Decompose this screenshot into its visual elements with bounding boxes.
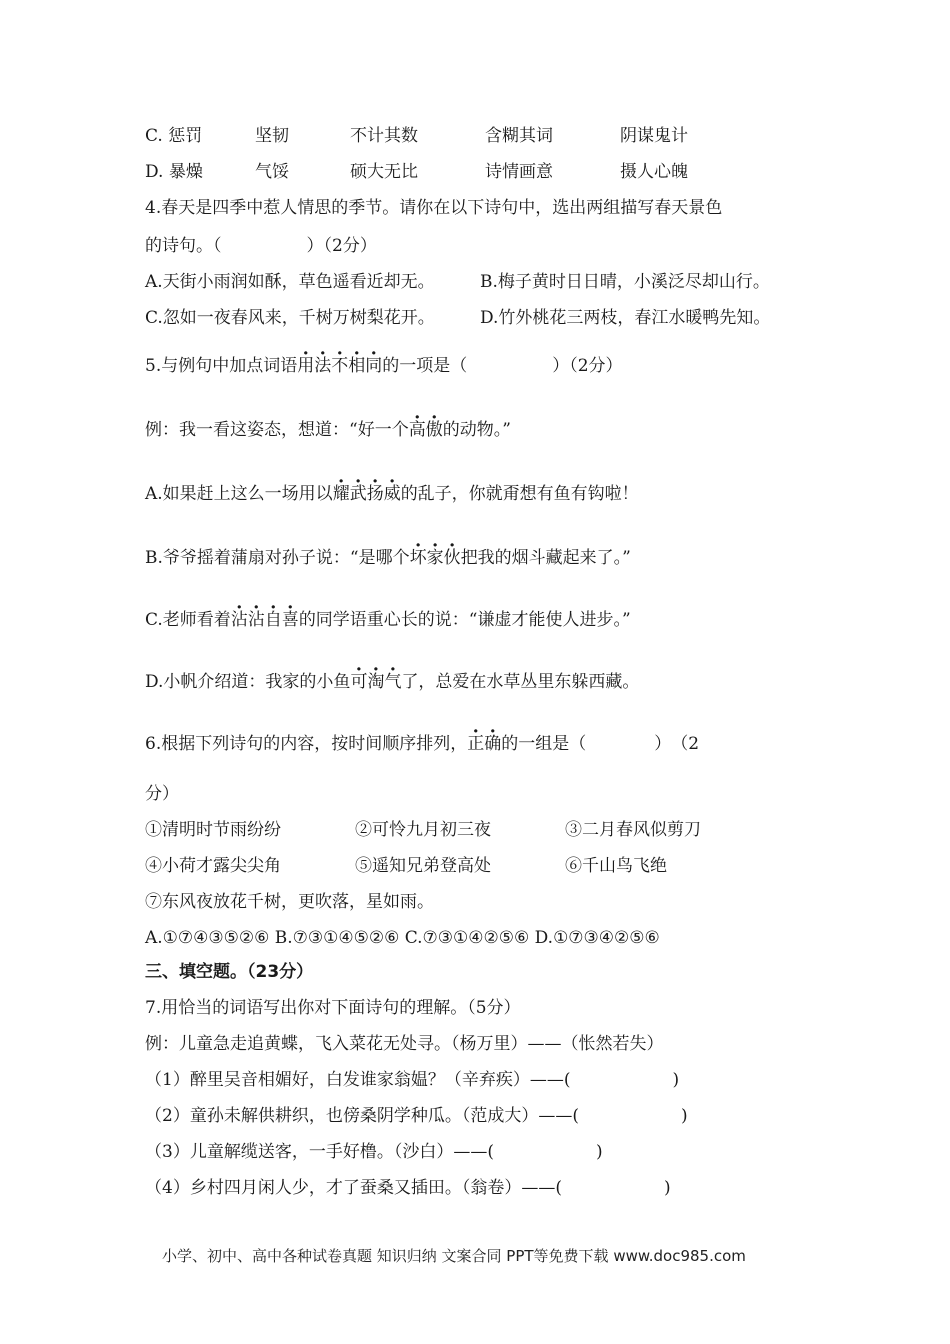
q4-options-cd — [145, 306, 770, 330]
q6-stem — [145, 732, 699, 756]
q6-stem-dotted — [467, 734, 501, 754]
emphasis-char: 武 — [349, 484, 367, 504]
option-d-word-3: 诗情画意 — [485, 162, 553, 182]
q6-choices: A.①⑦④③⑤②⑥ B.⑦③①④⑤②⑥ C.⑦③①④②⑤⑥ D.①⑦③④②⑤⑥ — [145, 928, 660, 948]
emphasis-char: 伙 — [443, 548, 461, 568]
emphasis-char: 喜 — [281, 610, 299, 630]
q5-b-tail: 把我的烟斗藏起来了。” — [460, 548, 631, 568]
q6-stem-cont: 分） — [145, 784, 179, 804]
option-c-word-2: 不计其数 — [350, 126, 418, 146]
q4-option-d: D.竹外桃花三两枝，春江水暖鸭先知。 — [480, 308, 771, 328]
emphasis-char: 可 — [350, 672, 368, 692]
emphasis-char: 淘 — [367, 672, 385, 692]
q5-stem — [145, 354, 623, 378]
emphasis-char: 确 — [484, 734, 502, 754]
emphasis-char: 相 — [348, 356, 366, 376]
emphasis-char: 法 — [314, 356, 332, 376]
emphasis-char: 家 — [426, 548, 444, 568]
q7-item-1: （1）醉里吴音相媚好，白发谁家翁媪？（辛弃疾）——( ) — [145, 1070, 680, 1090]
q5-b-dotted — [410, 548, 461, 568]
q4-option-c: C.忽如一夜春风来，千树万树梨花开。 — [145, 308, 435, 328]
q5-d-dotted — [350, 672, 401, 692]
emphasis-char: 扬 — [366, 484, 384, 504]
q6-stem-text: 6.根据下列诗句的内容，按时间顺序排列， — [145, 734, 468, 754]
q5-a-dotted — [333, 484, 401, 504]
q5-option-a — [145, 482, 639, 506]
q7-item-4: （4）乡村四月闲人少，才了蚕桑又插田。（翁卷）——( ) — [145, 1178, 671, 1198]
emphasis-char: 坏 — [409, 548, 427, 568]
option-c-word-3: 含糊其词 — [485, 126, 553, 146]
q6-item-3: ③二月春风似剪刀 — [565, 820, 701, 840]
q6-item-1: ①清明时节雨纷纷 — [145, 820, 281, 840]
emphasis-char: 耀 — [332, 484, 350, 504]
q5-option-b — [145, 546, 631, 570]
q4-option-a: A.天街小雨润如酥，草色遥看近却无。 — [145, 272, 435, 292]
option-c-word-1: 坚韧 — [255, 126, 289, 146]
option-c-word-4: 阴谋鬼计 — [620, 126, 688, 146]
q5-example-dotted — [409, 420, 443, 440]
option-d-word-4: 摄人心魄 — [620, 162, 688, 182]
q6-items-row2 — [145, 854, 667, 878]
q6-item-6: ⑥千山鸟飞绝 — [565, 856, 667, 876]
q7-item-2: （2）童孙未解供耕织，也傍桑阴学种瓜。（范成大）——( ) — [145, 1106, 688, 1126]
emphasis-char: 同 — [365, 356, 383, 376]
q6-stem-tail: 的一组是（ ） （2 — [501, 734, 700, 754]
q7-stem: 7.用恰当的词语写出你对下面诗句的理解。（5分） — [145, 998, 521, 1018]
q5-d-tail: 了，总爱在水草丛里东躲西藏。 — [401, 672, 640, 692]
q5-a-text: A.如果赶上这么一场用以 — [145, 484, 333, 504]
q5-d-text: D.小帆介绍道：我家的小鱼 — [145, 672, 351, 692]
emphasis-char: 沾 — [230, 610, 248, 630]
q5-example-text: 例：我一看这姿态，想道：“好一个 — [145, 420, 409, 440]
emphasis-char: 不 — [331, 356, 349, 376]
emphasis-char: 傲 — [425, 420, 443, 440]
q4-option-b: B.梅子黄时日日晴，小溪泛尽却山行。 — [480, 272, 770, 292]
emphasis-char: 自 — [264, 610, 282, 630]
emphasis-char: 高 — [408, 420, 426, 440]
q5-option-d — [145, 670, 639, 694]
q7-item-3: （3）儿童解缆送客，一手好橹。（沙白）——( ) — [145, 1142, 603, 1162]
emphasis-char: 威 — [383, 484, 401, 504]
q5-b-text: B.爷爷摇着蒲扇对孙子说：“是哪个 — [145, 548, 410, 568]
q5-stem-text: 5.与例句中加点词语 — [145, 356, 298, 376]
q7-example: 例：儿童急走追黄蝶，飞入菜花无处寻。（杨万里）——（怅然若失） — [145, 1034, 664, 1054]
q5-stem-answer-blank: 的一项是（ ）（2分） — [382, 356, 623, 376]
emphasis-char: 沾 — [247, 610, 265, 630]
q5-stem-dotted — [297, 356, 382, 376]
q4-stem-line1: 4.春天是四季中惹人情思的季节。请你在以下诗句中，选出两组描写春天景色 — [145, 198, 723, 218]
q5-a-tail: 的乱子，你就甭想有鱼有钩啦！ — [400, 484, 639, 504]
q6-item-4: ④小荷才露尖尖角 — [145, 856, 281, 876]
option-d-label: D. 暴燥 — [145, 162, 203, 182]
q5-option-c — [145, 608, 631, 632]
page-footer: 小学、初中、高中各种试卷真题 知识归纳 文案合同 PPT等免费下载 www.doc985.com — [162, 1247, 746, 1265]
q5-c-tail: 的同学语重心长的说：“谦虚才能使人进步。” — [298, 610, 631, 630]
option-row-d — [145, 160, 688, 184]
option-d-word-1: 气馁 — [255, 162, 289, 182]
option-row-c — [145, 124, 688, 148]
emphasis-char: 用 — [297, 356, 315, 376]
emphasis-char: 正 — [467, 734, 485, 754]
q6-item-2: ②可怜九月初三夜 — [355, 820, 491, 840]
section-3-title: 三、填空题。（23分） — [145, 962, 314, 982]
option-c-label: C. 惩罚 — [145, 126, 203, 146]
q5-example — [145, 418, 511, 442]
q5-c-text: C.老师看着 — [145, 610, 231, 630]
q5-c-dotted — [231, 610, 299, 630]
option-d-word-2: 硕大无比 — [350, 162, 418, 182]
q6-item-7: ⑦东风夜放花千树，更吹落，星如雨。 — [145, 892, 434, 912]
q4-stem-line2: 的诗句。（ ）（2分） — [145, 236, 377, 256]
q5-example-tail: 的动物。” — [442, 420, 511, 440]
q4-options-ab — [145, 270, 770, 294]
emphasis-char: 气 — [384, 672, 402, 692]
q6-items-row1 — [145, 818, 701, 842]
q6-item-5: ⑤遥知兄弟登高处 — [355, 856, 491, 876]
